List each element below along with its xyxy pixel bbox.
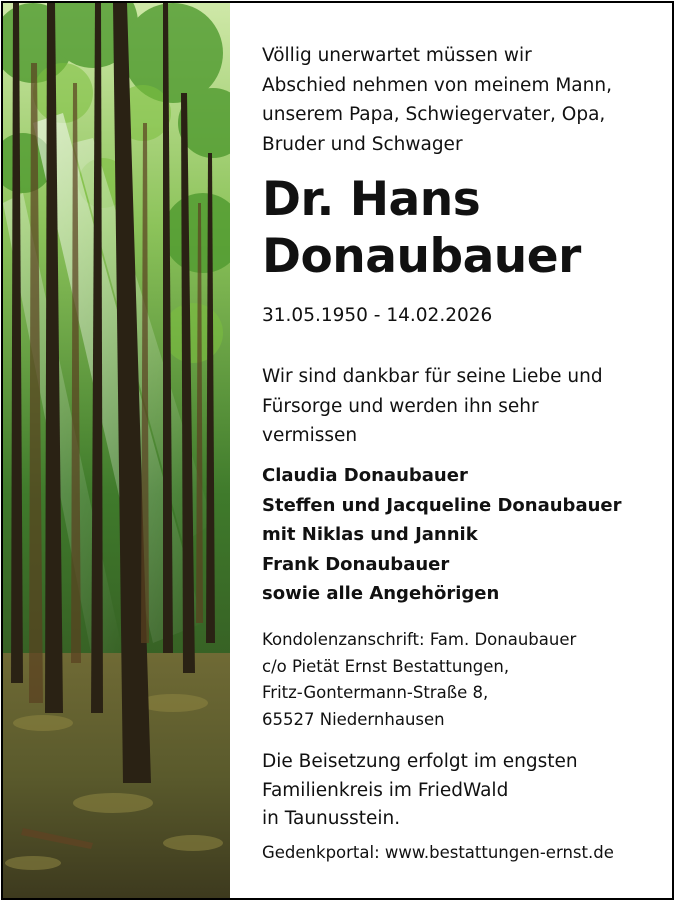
obituary-notice xyxy=(1,1,674,900)
forest-illustration xyxy=(3,3,230,898)
address-line: c/o Pietät Ernst Bestattungen, xyxy=(262,656,510,676)
mourner-line: mit Niklas und Jannik xyxy=(262,524,478,545)
deceased-name xyxy=(262,171,581,285)
memorial-portal-link[interactable]: Gedenkportal: www.bestattungen-ernst.de xyxy=(262,843,614,862)
thanks-text xyxy=(262,362,603,451)
mourners-list xyxy=(262,461,622,609)
name-line: Dr. Hans xyxy=(262,172,481,227)
mourner-line: Frank Donaubauer xyxy=(262,553,450,575)
address-line: 65527 Niedernhausen xyxy=(262,709,445,729)
condolence-address xyxy=(262,627,576,733)
intro-line: unserem Papa, Schwiegervater, Opa, xyxy=(262,104,606,125)
intro-line: Abschied nehmen von meinem Mann, xyxy=(262,74,612,96)
mourner-line: Steffen und Jacqueline Donaubauer xyxy=(262,494,622,516)
intro-line: Völlig unerwartet müssen wir xyxy=(262,45,532,66)
thanks-line: Fürsorge und werden ihn sehr xyxy=(262,395,539,417)
address-line: Fritz-Gontermann-Straße 8, xyxy=(262,683,489,702)
intro-text xyxy=(262,41,612,159)
burial-line: in Taunusstein. xyxy=(262,808,401,829)
thanks-line: vermissen xyxy=(262,425,358,446)
address-line: Kondolenzanschrift: Fam. Donaubauer xyxy=(262,630,577,649)
burial-line: Die Beisetzung erfolgt im engsten xyxy=(262,751,578,772)
forest-photo xyxy=(3,3,230,898)
mourner-line: sowie alle Angehörigen xyxy=(262,583,500,604)
burial-info xyxy=(262,748,578,834)
intro-line: Bruder und Schwager xyxy=(262,133,463,155)
thanks-line: Wir sind dankbar für seine Liebe und xyxy=(262,366,603,387)
burial-line: Familienkreis im FriedWald xyxy=(262,779,509,801)
mourner-line: Claudia Donaubauer xyxy=(262,465,468,486)
name-line: Donaubauer xyxy=(262,229,581,284)
life-dates: 31.05.1950 - 14.02.2026 xyxy=(262,305,493,326)
